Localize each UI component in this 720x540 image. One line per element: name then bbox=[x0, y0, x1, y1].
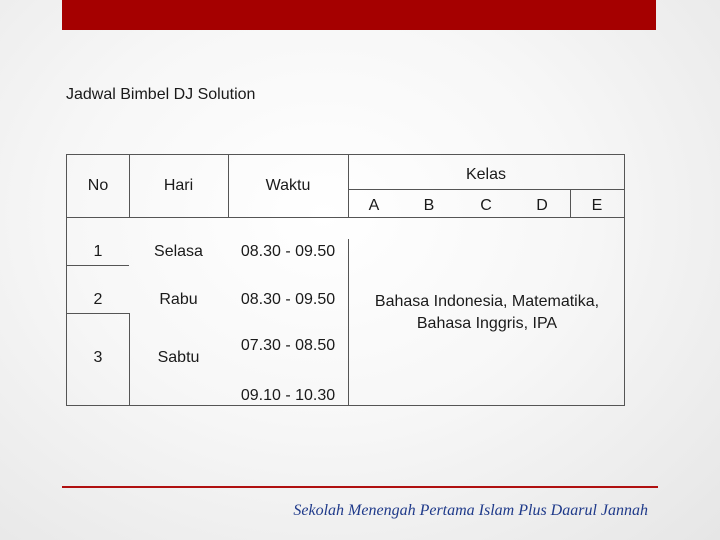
footer-divider bbox=[62, 486, 658, 488]
kelas-b: B bbox=[423, 197, 435, 214]
header-kelas: Kelas bbox=[465, 166, 507, 183]
kelas-a: A bbox=[368, 197, 380, 214]
row-2-hari: Rabu bbox=[159, 291, 198, 308]
row-1-no: 1 bbox=[93, 243, 103, 260]
subjects-text: Bahasa Indonesia, Matematika, Bahasa Inggris, IPA bbox=[374, 293, 600, 332]
kelas-c: C bbox=[480, 197, 492, 214]
column-divider bbox=[348, 239, 349, 405]
row-3-hari: Sabtu bbox=[157, 349, 200, 366]
header-no: No bbox=[87, 177, 109, 194]
footer-school-name: Sekolah Menengah Pertama Islam Plus Daarul Jannah bbox=[293, 502, 648, 519]
page-title: Jadwal Bimbel DJ Solution bbox=[66, 86, 256, 103]
kelas-e: E bbox=[591, 197, 603, 214]
row-3-waktu-1: 07.30 - 08.50 bbox=[240, 337, 336, 354]
row-2-no: 2 bbox=[93, 291, 103, 308]
header-accent-bar bbox=[62, 0, 656, 30]
row-1-hari: Selasa bbox=[154, 243, 203, 260]
row-1-waktu: 08.30 - 09.50 bbox=[240, 243, 336, 260]
schedule-table bbox=[66, 154, 625, 406]
kelas-d: D bbox=[536, 197, 548, 214]
kelas-divider bbox=[348, 189, 624, 190]
header-hari: Hari bbox=[163, 177, 194, 194]
row-3-no: 3 bbox=[93, 349, 103, 366]
header-waktu: Waktu bbox=[265, 177, 311, 194]
row-2-waktu: 08.30 - 09.50 bbox=[240, 291, 336, 308]
row-3-waktu-2: 09.10 - 10.30 bbox=[240, 387, 336, 404]
